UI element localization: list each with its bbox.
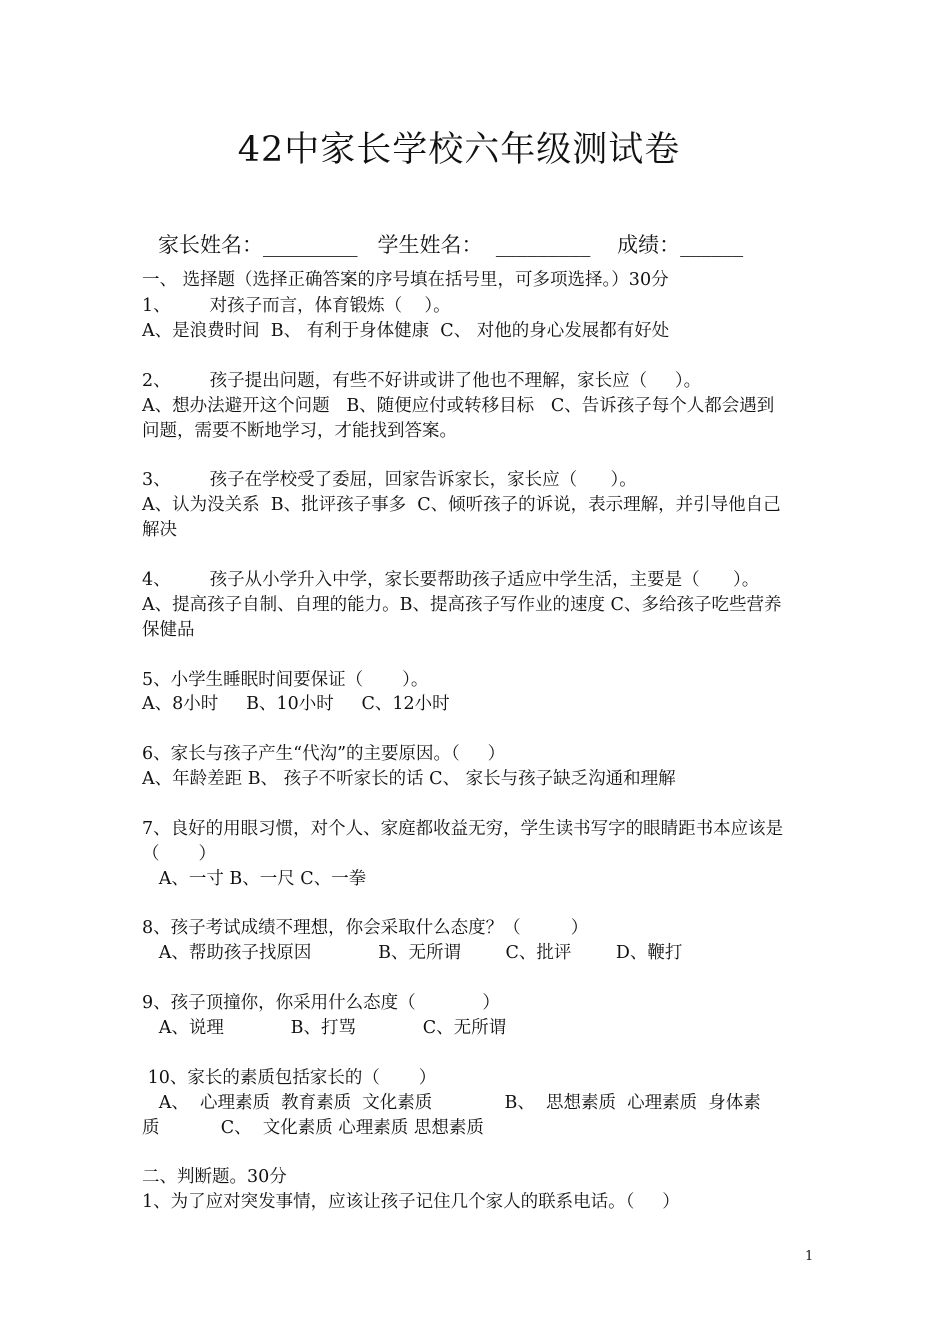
question-line: 7、良好的用眼习惯，对个人、家庭都收益无穷，学生读书写字的眼睛距书本应该是 <box>142 819 784 839</box>
question-line: 1、 对孩子而言，体育锻炼（ ）。 <box>142 296 451 316</box>
option-line: A、 心理素质 教育素质 文化素质 B、 思想素质 心理素质 身体素 <box>142 1093 761 1113</box>
option-line: 保健品 <box>142 620 195 640</box>
option-line: A、是浪费时间 B、 有利于身体健康 C、 对他的身心发展都有好处 <box>142 321 670 341</box>
question-line: 9、孩子顶撞你，你采用什么态度（ ） <box>142 993 500 1013</box>
option-line: A、想办法避开这个问题 B、随便应付或转移目标 C、告诉孩子每个人都会遇到 <box>142 396 775 416</box>
section-heading: 二、判断题。30分 <box>142 1167 287 1187</box>
question-line: 2、 孩子提出问题，有些不好讲或讲了他也不理解，家长应（ ）。 <box>142 371 702 391</box>
option-line: 解决 <box>142 520 177 540</box>
question-line: 10、家长的素质包括家长的（ ） <box>142 1068 437 1088</box>
question-line: （ ） <box>142 844 216 864</box>
question-line: 8、孩子考试成绩不理想，你会采取什么态度？（ ） <box>142 918 589 938</box>
question-line: 5、小学生睡眠时间要保证（ ）。 <box>142 670 429 690</box>
option-line: A、提高孩子自制、自理的能力。B、提高孩子写作业的速度 C、多给孩子吃些营养 <box>142 595 782 615</box>
option-line: A、说理 B、打骂 C、无所谓 <box>142 1018 507 1038</box>
option-line: 质 C、 文化素质 心理素质 思想素质 <box>142 1118 484 1138</box>
option-line: A、帮助孩子找原因 B、无所谓 C、批评 D、鞭打 <box>142 943 683 963</box>
option-line: 问题，需要不断地学习，才能找到答案。 <box>142 421 457 441</box>
section-heading: 一、 选择题（选择正确答案的序号填在括号里，可多项选择。）30分 <box>142 270 669 290</box>
question-line: 6、家长与孩子产生“代沟”的主要原因。（ ） <box>142 744 506 764</box>
page-number: 1 <box>805 1249 814 1264</box>
option-line: A、年龄差距 B、 孩子不听家长的话 C、 家长与孩子缺乏沟通和理解 <box>142 769 676 789</box>
option-line: A、一寸 B、一尺 C、一拳 <box>142 869 367 889</box>
question-line: 4、 孩子从小学升入中学，家长要帮助孩子适应中学生活，主要是（ ）。 <box>142 570 760 590</box>
option-line: A、8小时 B、10小时 C、12小时 <box>142 694 450 714</box>
student-info-line: 家长姓名：_________ 学生姓名： _________ 成绩：______ <box>158 233 744 257</box>
option-line: A、认为没关系 B、批评孩子事多 C、倾听孩子的诉说，表示理解，并引导他自己 <box>142 495 781 515</box>
page-title: 42中家长学校六年级测试卷 <box>237 130 681 170</box>
question-line: 1、为了应对突发事情，应该让孩子记住几个家人的联系电话。（ ） <box>142 1192 680 1212</box>
question-line: 3、 孩子在学校受了委屈，回家告诉家长，家长应（ ）。 <box>142 470 637 490</box>
